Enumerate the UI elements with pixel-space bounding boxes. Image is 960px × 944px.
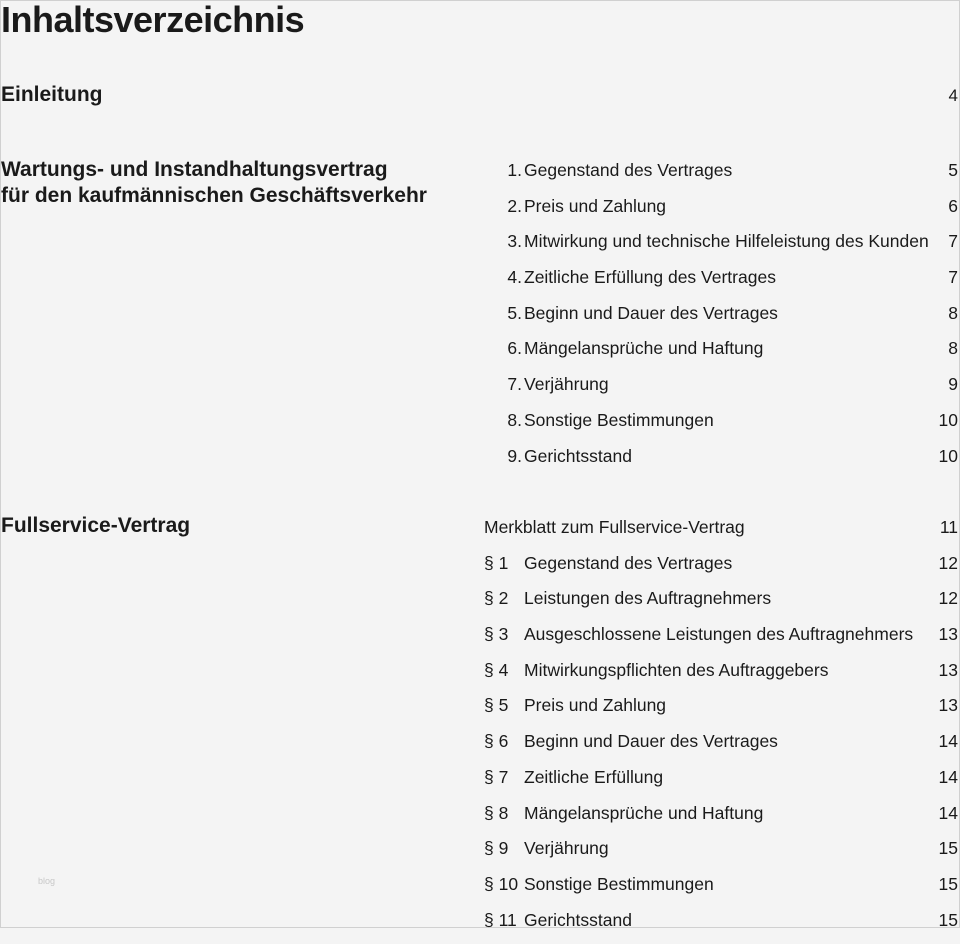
toc-entry-number: § 10	[484, 873, 519, 894]
toc-entry-page: 11	[939, 517, 958, 537]
toc-entry-page: 6	[948, 195, 958, 216]
toc-entry-page: 8	[948, 338, 958, 359]
toc-entry[interactable]	[484, 373, 958, 409]
toc-entry-number: § 7	[484, 766, 509, 787]
toc-entry[interactable]	[484, 159, 958, 195]
toc-entry[interactable]	[484, 445, 958, 481]
toc-entry-page: 13	[938, 695, 958, 716]
toc-entry[interactable]	[484, 266, 958, 302]
toc-entry-title: Verjährung	[524, 838, 609, 859]
toc-entry-title: Beginn und Dauer des Vertrages	[524, 731, 778, 752]
toc-entry[interactable]	[484, 873, 958, 909]
toc-entry-page: 13	[938, 659, 958, 680]
toc-entry[interactable]	[484, 909, 958, 944]
toc-entry[interactable]	[484, 730, 958, 766]
toc-entry-number: 5.	[507, 302, 522, 323]
toc-entry-page: 13	[938, 624, 958, 645]
wartung-toc-list	[484, 159, 958, 480]
toc-entry[interactable]	[484, 694, 958, 730]
toc-entry-title: Ausgeschlossene Leistungen des Auftragnehmers	[524, 624, 914, 645]
toc-entry-title: Leistungen des Auftragnehmers	[524, 588, 772, 609]
toc-entry-page: 14	[938, 766, 958, 787]
toc-entry-number: § 4	[484, 659, 509, 680]
toc-entry-number: § 8	[484, 802, 509, 823]
toc-entry-title: Sonstige Bestimmungen	[524, 873, 714, 894]
toc-entry[interactable]	[484, 552, 958, 588]
toc-entry-page: 10	[938, 445, 958, 466]
toc-entry-title: Zeitliche Erfüllung	[524, 766, 664, 787]
toc-entry[interactable]	[484, 409, 958, 445]
toc-entry-title: Sonstige Bestimmungen	[524, 409, 714, 430]
toc-entry-title: Preis und Zahlung	[524, 695, 667, 716]
toc-entry-title: Gegenstand des Vertrages	[524, 160, 733, 180]
toc-entry-number: § 5	[484, 695, 509, 716]
toc-entry-page: 12	[938, 552, 958, 573]
toc-entry-title: Gerichtsstand	[524, 445, 632, 466]
toc-entry-page: 10	[938, 409, 958, 430]
toc-entry-number: § 3	[484, 624, 509, 645]
toc-entry-page: 15	[938, 873, 958, 894]
toc-entry-title: Mitwirkungspflichten des Auftraggebers	[524, 659, 829, 680]
toc-entry-number: § 11	[484, 909, 517, 930]
section-heading-wartung-line1: Wartungs- und Instandhaltungsvertrag	[1, 158, 388, 181]
toc-entry-title: Verjährung	[524, 374, 609, 395]
toc-entry-page: 9	[948, 374, 958, 395]
toc-entry-title: Merkblatt zum Fullservice-Vertrag	[484, 517, 745, 537]
toc-entry-merkblatt[interactable]	[484, 516, 958, 552]
toc-entry[interactable]	[484, 302, 958, 338]
toc-entry-number: 8.	[507, 409, 522, 430]
section-heading-wartung-line2: für den kaufmännischen Geschäftsverkehr	[1, 184, 427, 207]
toc-entry-number: 2.	[507, 195, 522, 216]
toc-entry[interactable]	[484, 195, 958, 231]
toc-entry-number: 4.	[507, 267, 522, 288]
toc-entry[interactable]	[484, 337, 958, 373]
toc-entry-number: § 1	[484, 552, 509, 573]
toc-entry-page: 7	[948, 231, 958, 252]
toc-entry[interactable]	[484, 659, 958, 695]
toc-entry-title: Mängelansprüche und Haftung	[524, 802, 764, 823]
toc-entry-number: § 9	[484, 838, 509, 859]
section-heading-wartung	[1, 157, 427, 209]
toc-entry-page: 7	[948, 267, 958, 288]
toc-entry-page: 15	[938, 909, 958, 930]
toc-entry[interactable]	[484, 766, 958, 802]
toc-entry-number: § 6	[484, 731, 509, 752]
toc-entry-page: 5	[948, 160, 958, 180]
toc-entry-page: 14	[938, 802, 958, 823]
toc-entry[interactable]	[484, 802, 958, 838]
watermark: blog	[38, 876, 56, 886]
section-heading-fullservice: Fullservice-Vertrag	[1, 514, 191, 537]
toc-entry[interactable]	[484, 623, 958, 659]
toc-entry-title: Zeitliche Erfüllung des Vertrages	[524, 267, 776, 288]
toc-entry-number: § 2	[484, 588, 509, 609]
toc-entry-number: 9.	[507, 445, 522, 466]
toc-entry-number: 6.	[507, 338, 522, 359]
toc-entry-page: 14	[938, 731, 958, 752]
toc-entry-title: Beginn und Dauer des Vertrages	[524, 302, 778, 323]
toc-entry[interactable]	[484, 587, 958, 623]
toc-entry-title: Mängelansprüche und Haftung	[524, 338, 764, 359]
toc-entry-title: Mitwirkung und technische Hilfeleistung des Kunden	[524, 231, 929, 252]
section-heading-einleitung: Einleitung	[1, 83, 103, 106]
toc-entry-page: 8	[948, 302, 958, 323]
toc-entry-title: Preis und Zahlung	[524, 195, 667, 216]
toc-entry[interactable]	[484, 230, 958, 266]
toc-entry-title: Gerichtsstand	[524, 909, 632, 930]
toc-entry-number: 1.	[507, 160, 522, 180]
fullservice-toc-list	[484, 516, 958, 944]
toc-entry-page: 12	[938, 588, 958, 609]
toc-entry-title: Gegenstand des Vertrages	[524, 552, 733, 573]
toc-entry-number: 3.	[507, 231, 522, 252]
toc-entry-page: 15	[938, 838, 958, 859]
toc-entry[interactable]	[484, 837, 958, 873]
section-page-einleitung: 4	[948, 86, 958, 105]
toc-entry-number: 7.	[507, 374, 522, 395]
page-title: Inhaltsverzeichnis	[1, 0, 305, 40]
